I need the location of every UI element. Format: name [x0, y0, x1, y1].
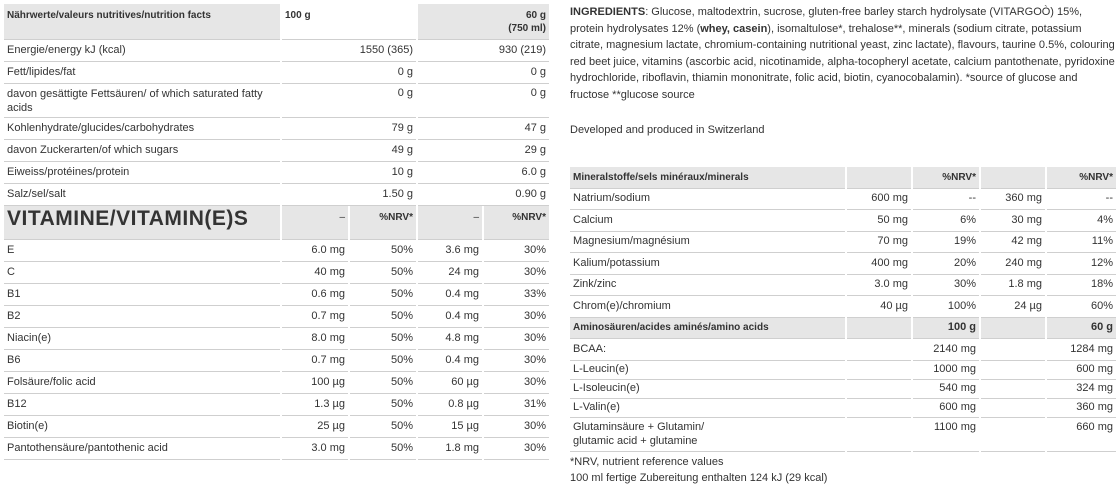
preparation-note: 100 ml fertige Zubereitung enthalten 124 kJ (29 kcal): [570, 471, 828, 484]
nutrition-header-row: [4, 4, 549, 39]
table-row: Magnesium/magnésium 70 mg 19% 42 mg 11%: [570, 231, 1116, 253]
nrv-footnote: *NRV, nutrient reference values: [570, 455, 724, 468]
table-row: BCAA: 2140 mg 1284 mg: [570, 339, 1116, 361]
ingredients-text: INGREDIENTS: Glucose, maltodextrin, sucrose, gluten-free barley starch hydrolysate (VITARGOÒ) 15%, protein hydrolysates 12% (whey, casein), isomaltulose*, trehalose**, minerals (sodium citrate, potassium citrate, magnesium lactate, chromium-containing nutritional yeast, zinc lactate), flavours, taurine 0.5%, colouring red beet juice, vitamins (ascorbic acid, nicotinamide, alpha-tocopheryl acetate, calcium pantothenate, pyridoxine hydrochloride, riboflavin, thiamin mononitrate, folic acid, biotin, cyanocobalamin). *source of glucose and fructose **glucose source: [570, 6, 1115, 101]
table-row: Zink/zinc 3.0 mg 30% 1.8 mg 18%: [570, 274, 1116, 296]
table-row: B1 0.6 mg 50% 0.4 mg 33%: [4, 284, 549, 306]
table-row: E 6.0 mg 50% 3.6 mg 30%: [4, 240, 549, 262]
vitamins-table: [4, 206, 549, 461]
table-row: Folsäure/folic acid 100 µg 50% 60 µg 30%: [4, 372, 549, 394]
ingredients-label: INGREDIENTS: [570, 6, 646, 18]
table-row: L-Leucin(e) 1000 mg 600 mg: [570, 360, 1116, 379]
table-row: Eiweiss/protéines/protein 10 g 6.0 g: [4, 161, 549, 183]
table-row: Kohlenhydrate/glucides/carbohydrates 79 g 47 g: [4, 117, 549, 139]
table-row: Calcium 50 mg 6% 30 mg 4%: [570, 210, 1116, 232]
glutamine-label: Glutaminsäure + Glutamin/ glutamic acid + glutamine: [570, 417, 846, 451]
vitamins-header-row: VITAMINE/VITAMIN(E)S – %NRV* – %NRV*: [4, 206, 549, 240]
table-row: davon Zuckerarten/of which sugars 49 g 29 g: [4, 139, 549, 161]
ingredients-panel: [570, 4, 1116, 486]
table-row: B12 1.3 µg 50% 0.8 µg 31%: [4, 394, 549, 416]
minerals-header-label: Mineralstoffe/sels minéraux/minerals: [570, 167, 846, 188]
amino-header-label: Aminosäuren/acides aminés/amino acids: [570, 317, 846, 339]
table-row: L-Isoleucin(e) 540 mg 324 mg: [570, 379, 1116, 398]
nutrition-panel: [4, 4, 549, 460]
table-row: Niacin(e) 8.0 mg 50% 4.8 mg 30%: [4, 328, 549, 350]
table-row: Energie/energy kJ (kcal) 1550 (365) 930 (219): [4, 39, 549, 61]
table-row: Natrium/sodium 600 mg -- 360 mg --: [570, 188, 1116, 210]
table-row: C 40 mg 50% 24 mg 30%: [4, 262, 549, 284]
table-row: Kalium/potassium 400 mg 20% 240 mg 12%: [570, 253, 1116, 275]
table-row: Pantothensäure/pantothenic acid 3.0 mg 50% 1.8 mg 30%: [4, 438, 549, 460]
table-row: Fett/lipides/fat 0 g 0 g: [4, 61, 549, 83]
table-row: B2 0.7 mg 50% 0.4 mg 30%: [4, 306, 549, 328]
amino-header-row: Aminosäuren/acides aminés/amino acids 100 g 60 g: [570, 317, 1116, 339]
table-row: Chrom(e)/chromium 40 µg 100% 24 µg 60%: [570, 296, 1116, 318]
table-row: Biotin(e) 25 µg 50% 15 µg 30%: [4, 416, 549, 438]
table-row: L-Valin(e) 600 mg 360 mg: [570, 398, 1116, 417]
vitamins-title: VITAMINE/VITAMIN(E)S: [4, 206, 281, 240]
footnotes: [570, 454, 1116, 486]
developed-note: Developed and produced in Switzerland: [570, 124, 765, 136]
table-row: B6 0.7 mg 50% 0.4 mg 30%: [4, 350, 549, 372]
nutrition-header-100g: 100 g: [281, 4, 417, 39]
minerals-header-row: Mineralstoffe/sels minéraux/minerals %NRV* %NRV*: [570, 167, 1116, 188]
table-row: Salz/sel/salt 1.50 g 0.90 g: [4, 183, 549, 205]
nutrition-header-label: Nährwerte/valeurs nutritives/nutrition facts: [4, 4, 281, 39]
allergens: whey, casein: [700, 22, 768, 35]
nutrition-header-60g: 60 g (750 ml): [417, 4, 549, 39]
table-row: davon gesättigte Fettsäuren/ of which saturated fatty acids 0 g 0 g: [4, 83, 549, 117]
nutrition-table: [4, 4, 549, 206]
minerals-table: [570, 167, 1116, 452]
table-row: Glutaminsäure + Glutamin/ glutamic acid + glutamine 1100 mg 660 mg: [570, 417, 1116, 451]
